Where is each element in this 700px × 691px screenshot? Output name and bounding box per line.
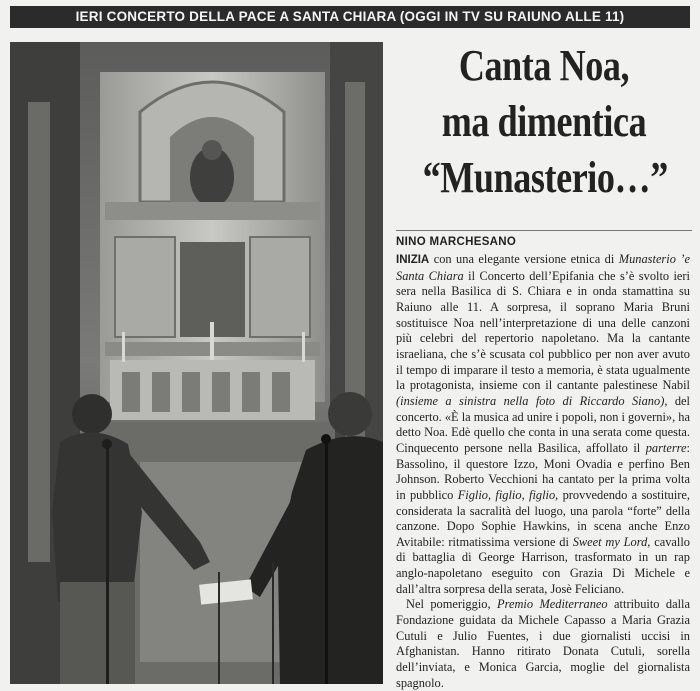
text-run: , provvedendo a sostituire, considerata la sacralità del luogo, una parola “forte” della canzone. Dopo Sophie Hawkins, in scena anche Enzo Avitabile: ritmatissima versione di bbox=[396, 487, 691, 549]
lead-word: INIZIA bbox=[396, 254, 430, 266]
song-title: Sweet my Lord bbox=[572, 534, 648, 549]
article-paragraph-1 bbox=[396, 252, 690, 597]
headline-line-3: “Munasterio…” bbox=[422, 153, 668, 202]
text-run: il Concerto dell’Epifania che s’è svolto ieri sera nella Basilica di S. Chiara e in onda stamattina su Raiuno alle 11. A sorpresa, il soprano Maria Bruni sostituisce Noa nell’interpretazione di una delle canzoni più celebri del repertorio napoletano. Ma la cantante israeliana, che s’è scusata col pubblico per non aver avuto il tempo di imparare il testo a memoria, è stata ugualmente la protagonista, insieme con il cantante palestinese Nabil bbox=[396, 268, 691, 393]
text-run: Nel pomeriggio, bbox=[406, 597, 498, 612]
headline-divider bbox=[396, 230, 692, 231]
headline-line-2: ma dimentica bbox=[441, 97, 647, 146]
text-run: : Bassolino, il questore Izzo, Moni Ovadia e perfino Ben Johnson. Roberto Vecchioni ha cantato per la prima volta in pubblico bbox=[396, 440, 690, 502]
text-run: , cavallo di battaglia di George Harrison, trasformato in un rap anglo-napoletano eseguito con Grazia Di Michele e dall’altra sorpresa della serata, Josè Feliciano. bbox=[396, 534, 690, 596]
article-paragraph-2 bbox=[396, 597, 690, 691]
award-name: Premio Mediterraneo bbox=[497, 597, 608, 612]
photo-caption-reference: (insieme a sinistra nella foto di Riccardo Siano) bbox=[396, 393, 665, 408]
headline bbox=[396, 38, 692, 206]
text-run: attribuito dalla Fondazione guidata da Michele Capasso a Maria Grazia Cutuli e Julio Fuentes, i due giornalisti uccisi in Afghanistan. Hanno ritirato Donata Cutuli, sorella dell’inviata, e Monica Garcia, moglie del giornalista spagnolo. bbox=[396, 597, 691, 690]
italic-term: parterre bbox=[645, 440, 687, 455]
article-body bbox=[396, 252, 690, 691]
song-title: Munasterio ’e Santa Chiara bbox=[396, 252, 690, 283]
headline-line-1: Canta Noa, bbox=[458, 41, 630, 90]
song-title: Figlio, figlio, figlio bbox=[457, 487, 556, 502]
text-run: , del concerto. «È la musica ad unire i popoli, non i governi», ha detto Noa. Edè quello che conta in una serata come questa. Cinquecento persone nella Basilica, affollato il bbox=[396, 393, 690, 455]
byline: NINO MARCHESANO bbox=[396, 236, 517, 248]
concert-photo bbox=[10, 42, 383, 684]
kicker-banner: IERI CONCERTO DELLA PACE A SANTA CHIARA (OGGI IN TV SU RAIUNO ALLE 11) bbox=[10, 6, 690, 28]
text-run: con una elegante versione etnica di bbox=[429, 252, 619, 266]
